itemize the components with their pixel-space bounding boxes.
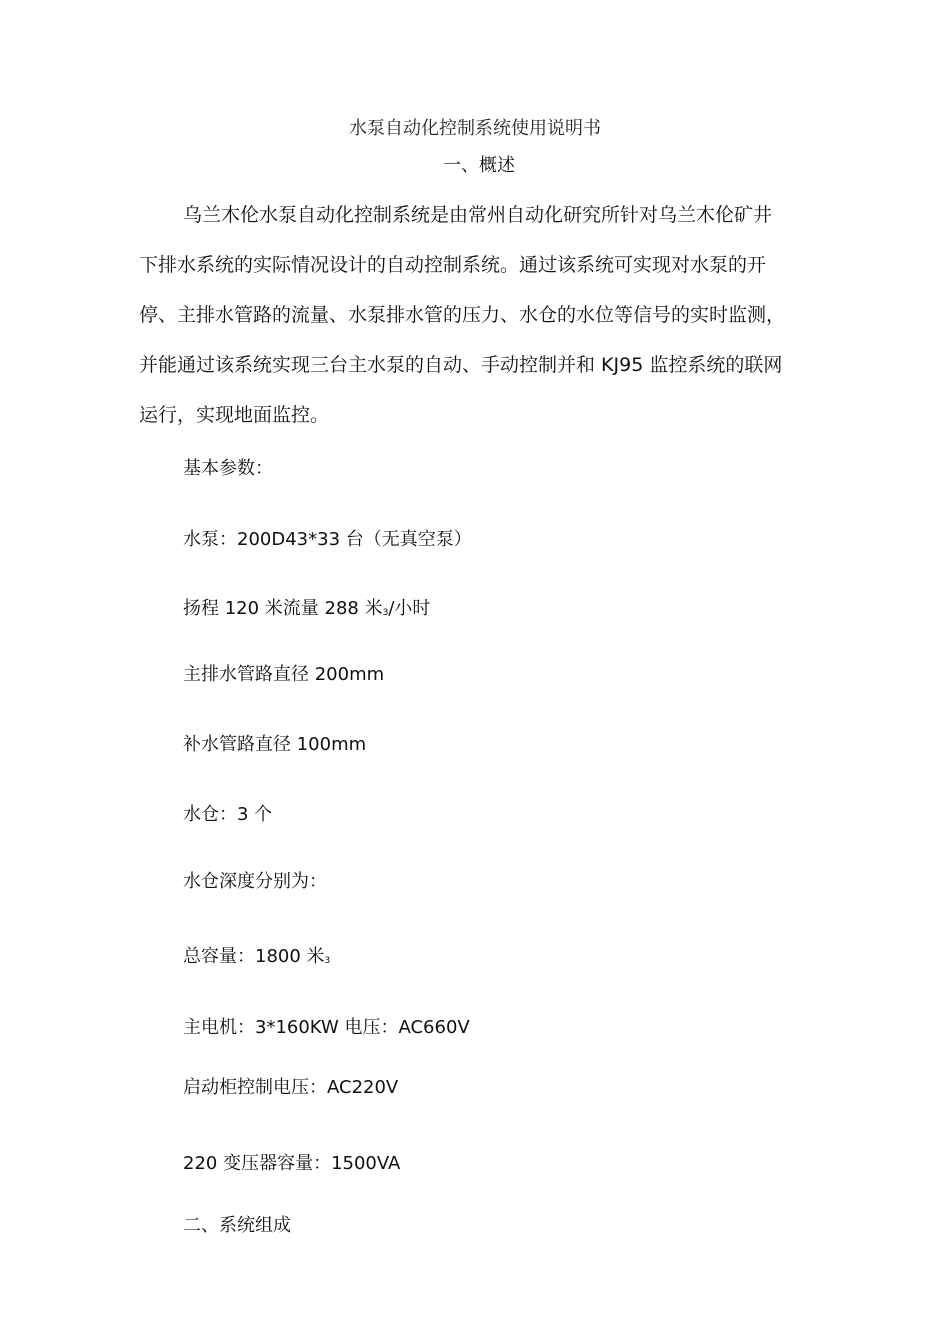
param-head-flow-sup: 3 <box>382 608 389 618</box>
param-main-pipe: 主排水管路直径 200mm <box>183 664 385 685</box>
param-head-flow-text: 扬程 120 米流量 288 米 <box>183 598 383 619</box>
param-cabinet-voltage: 启动柜控制电压：AC220V <box>183 1077 399 1098</box>
overview-line: 停、主排水管路的流量、水泵排水管的压力、水仓的水位等信号的实时监测， <box>139 304 786 326</box>
param-supply-pipe: 补水管路直径 100mm <box>183 734 367 755</box>
param-transformer: 220 变压器容量：1500VA <box>183 1153 401 1174</box>
param-capacity-sup: 3 <box>324 956 331 966</box>
param-head-flow-unit: /小时 <box>388 598 431 619</box>
overview-line: 并能通过该系统实现三台主水泵的自动、手动控制并和 KJ95 监控系统的联网 <box>139 354 783 376</box>
param-sump-count: 水仓：3 个 <box>183 804 273 825</box>
param-capacity <box>183 942 330 968</box>
overview-line: 乌兰木伦水泵自动化控制系统是由常州自动化研究所针对乌兰木伦矿井 <box>183 204 773 226</box>
overview-paragraph <box>139 190 839 440</box>
overview-line: 下排水系统的实际情况设计的自动控制系统。通过该系统可实现对水泵的开 <box>139 254 767 276</box>
param-capacity-text: 总容量：1800 米 <box>183 946 325 967</box>
document-title: 水泵自动化控制系统使用说明书 <box>349 118 601 139</box>
overview-line: 运行，实现地面监控。 <box>139 404 330 426</box>
section-heading-overview: 一、概述 <box>443 155 515 176</box>
param-motor: 主电机：3*160KW 电压：AC660V <box>183 1017 470 1038</box>
param-sump-depth: 水仓深度分别为： <box>183 871 327 892</box>
param-pump: 水泵：200D43*33 台（无真空泵） <box>183 529 472 550</box>
basic-params-label: 基本参数： <box>183 458 273 479</box>
param-head-flow <box>183 594 430 620</box>
section-heading-system: 二、系统组成 <box>183 1215 291 1236</box>
